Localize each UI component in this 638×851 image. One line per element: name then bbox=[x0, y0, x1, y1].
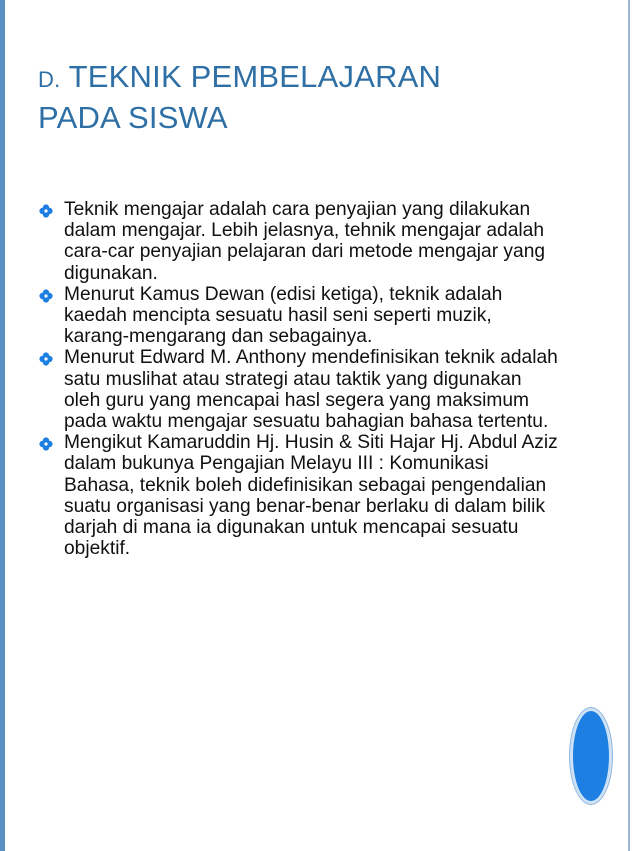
title-prefix: D. bbox=[38, 67, 61, 92]
decorative-oval bbox=[570, 708, 612, 804]
flower-bullet-icon bbox=[39, 204, 53, 218]
flower-bullet-icon bbox=[39, 437, 53, 451]
bullet-text: Menurut Kamus Dewan (edisi ketiga), teknik adalah kaedah mencipta sesuatu hasil seni seperti muzik, karang-mengarang dan sebagainya. bbox=[64, 283, 503, 348]
bullet-text: Teknik mengajar adalah cara penyajian yang dilakukan dalam mengajar. Lebih jelasnya, tehnik mengajar adalah cara-car penyajian pelajaran dari metode mengajar yang digunakan. bbox=[64, 199, 546, 284]
bullet-item bbox=[38, 199, 558, 284]
slide-title bbox=[38, 58, 598, 137]
bullet-item bbox=[38, 432, 558, 559]
bullet-text: Menurut Edward M. Anthony mendefinisikan teknik adalah satu muslihat atau strategi atau taktik yang digunakan oleh guru yang mencapai hasl segera yang maksimum pada waktu mengajar sesuatu bahagian bahasa tertentu. bbox=[64, 347, 558, 433]
flower-bullet-icon bbox=[39, 352, 53, 366]
title-line1: TEKNIK PEMBELAJARAN bbox=[68, 59, 442, 94]
bullet-item bbox=[38, 284, 558, 348]
bullet-text: Mengikut Kamaruddin Hj. Husin & Siti Hajar Hj. Abdul Aziz dalam bukunya Pengajian Melayu III : Komunikasi Bahasa, teknik boleh didefinisikan sebagai pengendalian suatu organisasi yang benar-benar berlaku di dalam bilik darjah di mana ia digunakan untuk mencapai sesuatu objektif. bbox=[64, 432, 558, 560]
slide-frame-right bbox=[628, 0, 630, 851]
bullet-item bbox=[38, 347, 558, 432]
bullet-list bbox=[38, 199, 558, 559]
title-line2: PADA SISWA bbox=[38, 100, 228, 135]
flower-bullet-icon bbox=[39, 289, 53, 303]
slide-frame-left bbox=[0, 0, 5, 851]
